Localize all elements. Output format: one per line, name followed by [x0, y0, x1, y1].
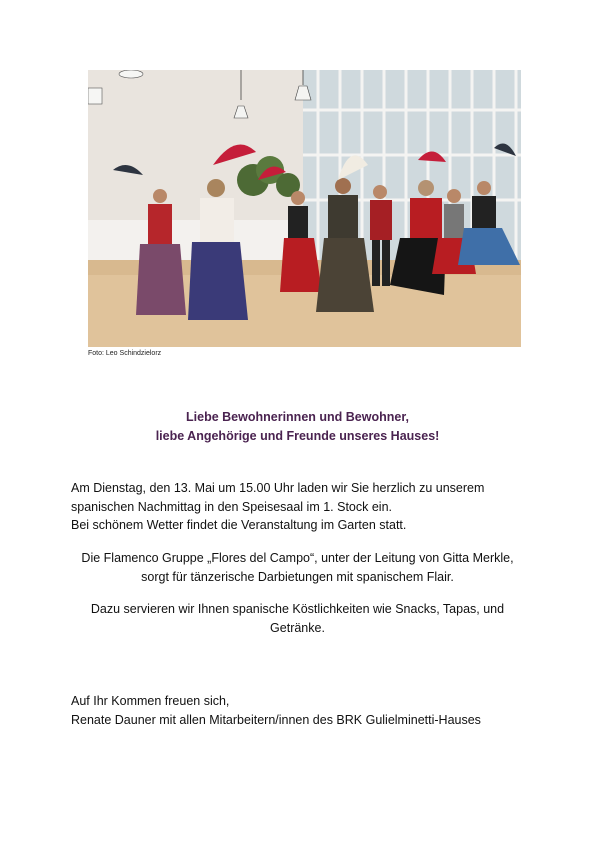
flamenco-dancers-photo	[88, 70, 521, 347]
photo-credit: Foto: Leo Schindzielorz	[88, 350, 162, 357]
closing-line-1: Auf Ihr Kommen freuen sich,	[71, 694, 230, 708]
invitation-line-2: spanischen Nachmittag in den Speisesaal im 1. Stock ein.	[71, 499, 393, 514]
performance-line-2: sorgt für tänzerische Darbietungen mit spanischem Flair.	[141, 569, 454, 584]
catering-line-1: Dazu servieren wir Ihnen spanische Köstlichkeiten wie Snacks, Tapas, und	[90, 602, 505, 616]
invitation-line-1: Am Dienstag, den 13. Mai um 15.00 Uhr laden wir Sie herzlich zu unserem	[71, 481, 485, 495]
greeting-line-2: liebe Angehörige und Freunde unseres Hauses!	[155, 429, 440, 443]
performance-line-1: Die Flamenco Gruppe „Flores del Campo“, unter der Leitung von Gitta Merkle,	[81, 551, 514, 565]
invitation-line-3: Bei schönem Wetter findet die Veranstaltung im Garten statt.	[71, 518, 407, 532]
catering-paragraph	[0, 600, 595, 637]
closing-line-2: Renate Dauner mit allen Mitarbeitern/innen des BRK Gulielminetti-Hauses	[71, 712, 481, 727]
greeting-heading	[0, 408, 595, 446]
performance-paragraph	[0, 549, 595, 586]
catering-line-2: Getränke.	[270, 620, 325, 635]
greeting-line-1: Liebe Bewohnerinnen und Bewohner,	[186, 410, 409, 424]
invitation-paragraph	[71, 479, 484, 535]
closing-paragraph	[71, 692, 481, 729]
